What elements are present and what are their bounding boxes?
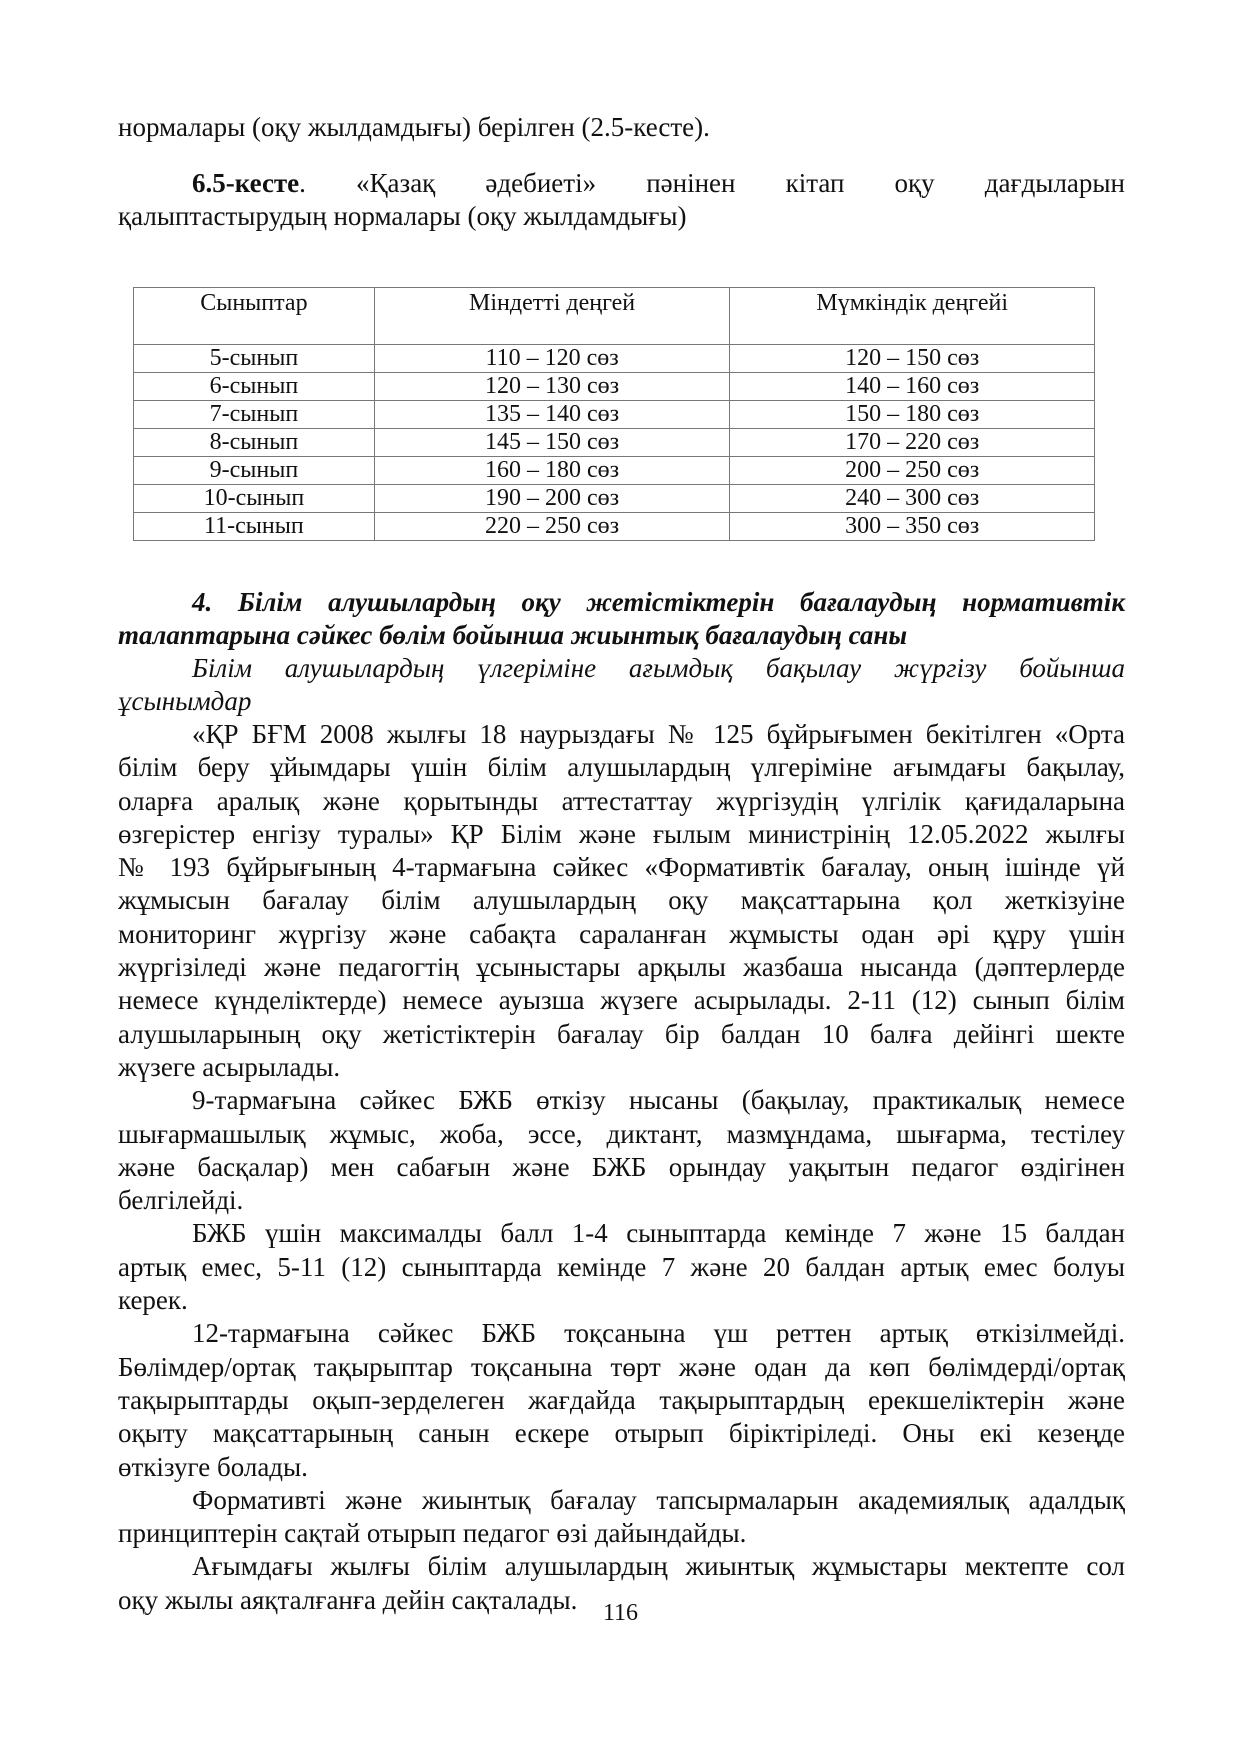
header-required-level: Міндетті деңгей (374, 288, 730, 345)
cell-grade: 6-сынып (134, 373, 375, 401)
table-row (134, 373, 1095, 401)
header-possible-level: Мүмкіндік деңгейі (730, 288, 1095, 345)
cell-required: 190 – 200 сөз (374, 485, 730, 513)
header-grades: Сыныптар (134, 288, 375, 345)
paragraph-line: өткізуге болады. (118, 1452, 308, 1482)
cell-grade: 7-сынып (134, 401, 375, 429)
paragraph-line: жүргізіледі және педагогтің ұсыныстары арқылы жазбаша нысанда (дәптерлерде (118, 952, 1125, 982)
paragraph-line: № 193 бұйрығының 4-тармағына сәйкес «Формативтік бағалау, оның ішінде үй (118, 852, 1125, 882)
intro-line: нормалары (оқу жылдамдығы) берілген (2.5-кесте). (118, 112, 710, 142)
table-row (134, 513, 1095, 541)
cell-possible: 240 – 300 сөз (730, 485, 1095, 513)
paragraph-line: «ҚР БҒМ 2008 жылғы 18 наурыздағы № 125 бұйрығымен бекітілген «Орта (192, 719, 1125, 749)
cell-required: 110 – 120 сөз (374, 345, 730, 373)
paragraph-line: артық емес, 5-11 (12) сыныптарда кемінде 7 және 20 балдан артық емес болуы (118, 1252, 1125, 1282)
paragraph-line: 9-тармағына сәйкес БЖБ өткізу нысаны (бақылау, практикалық немесе (192, 1085, 1125, 1115)
paragraph-line: өзгерістер енгізу туралы» ҚР Білім және ғылым министрінің 12.05.2022 жылғы (118, 819, 1125, 849)
paragraph-line: алушыларының оқу жетістіктерін бағалау бір балдан 10 балға дейінгі шекте (118, 1019, 1125, 1049)
cell-required: 135 – 140 сөз (374, 401, 730, 429)
reading-norms-table (133, 287, 1095, 541)
cell-grade: 9-сынып (134, 457, 375, 485)
table-caption-label: 6.5-кесте (192, 168, 300, 198)
table-row (134, 485, 1095, 513)
paragraph-line: Бөлімдер/ортақ тақырыптар тоқсанына төрт және одан да көп бөлімдерді/ортақ (118, 1352, 1125, 1382)
cell-possible: 300 – 350 сөз (730, 513, 1095, 541)
table-header-row (134, 288, 1095, 345)
cell-possible: 140 – 160 сөз (730, 373, 1095, 401)
paragraph-line: білім беру ұйымдары үшін білім алушылардың үлгеріміне ағымдағы бақылау, (118, 752, 1125, 782)
paragraph-line: шығармашылық жұмыс, жоба, эссе, диктант, мазмұндама, шығарма, тестілеу (118, 1119, 1125, 1149)
cell-required: 120 – 130 сөз (374, 373, 730, 401)
paragraph-line: және басқалар) мен сабағын және БЖБ орындау уақытын педагог өздігінен (118, 1152, 1125, 1182)
cell-grade: 8-сынып (134, 429, 375, 457)
table-caption-text: . «Қазақ әдебиеті» пәнінен кітап оқу дағдыларын (299, 168, 1125, 198)
table-row (134, 457, 1095, 485)
cell-required: 160 – 180 сөз (374, 457, 730, 485)
cell-grade: 11-сынып (134, 513, 375, 541)
cell-possible: 200 – 250 сөз (730, 457, 1095, 485)
cell-possible: 120 – 150 сөз (730, 345, 1095, 373)
cell-possible: 170 – 220 сөз (730, 429, 1095, 457)
paragraph-line: 12-тармағына сәйкес БЖБ тоқсанына үш реттен артық өткізілмейді. (192, 1318, 1125, 1348)
paragraph-line: оларға аралық және қорытынды аттестаттау жүргізудің үлгілік қағидаларына (118, 786, 1125, 816)
paragraph-line: тақырыптарды оқып-зерделеген жағдайда тақырыптардың ерекшеліктерін және (118, 1385, 1125, 1415)
paragraph-line: жүзеге асырылады. (118, 1052, 341, 1082)
table-caption-line-1 (118, 166, 1125, 200)
section-heading-line-2: талаптарына сәйкес бөлім бойынша жиынтық бағалаудың саны (118, 620, 908, 650)
table-caption-line-2: қалыптастырудың нормалары (оқу жылдамдығы) (118, 201, 687, 231)
paragraph-line: БЖБ үшін максималды балл 1-4 сыныптарда кемінде 7 және 15 балдан (192, 1218, 1125, 1248)
table-row (134, 429, 1095, 457)
subheading-line-2: ұсынымдар (118, 686, 252, 716)
cell-possible: 150 – 180 сөз (730, 401, 1095, 429)
paragraph-line: Формативті және жиынтық бағалау тапсырмаларын академиялық адалдық (192, 1485, 1125, 1515)
paragraph-line: жұмысын бағалау білім алушылардың оқу мақсаттарына қол жеткізуіне (118, 885, 1125, 915)
cell-grade: 10-сынып (134, 485, 375, 513)
cell-required: 145 – 150 сөз (374, 429, 730, 457)
cell-grade: 5-сынып (134, 345, 375, 373)
paragraph-line: принциптерін сақтай отырып педагог өзі дайындайды. (118, 1518, 747, 1548)
paragraph-line: оқыту мақсаттарының санын ескере отырып біріктіріледі. Оны екі кезеңде (118, 1418, 1125, 1448)
paragraph-line: немесе күнделіктерде) немесе ауызша жүзеге асырылады. 2-11 (12) сынып білім (118, 985, 1125, 1015)
section-heading-line-1: 4. Білім алушылардың оқу жетістіктерін бағалаудың нормативтік (192, 587, 1125, 617)
paragraph-line: керек. (118, 1285, 188, 1315)
cell-required: 220 – 250 сөз (374, 513, 730, 541)
table-row (134, 345, 1095, 373)
page-number: 116 (602, 1600, 639, 1626)
paragraph-line: мониторинг жүргізу және сабақта сараланған жұмысты одан әрі құру үшін (118, 919, 1125, 949)
table-row (134, 401, 1095, 429)
paragraph-line: оқу жылы аяқталғанға дейін сақталады. (118, 1585, 578, 1615)
subheading-line-1: Білім алушылардың үлгеріміне ағымдық бақылау жүргізу бойынша (192, 653, 1125, 683)
paragraph-line: Ағымдағы жылғы білім алушылардың жиынтық жұмыстары мектепте сол (192, 1551, 1125, 1581)
paragraph-line: белгілейді. (118, 1185, 244, 1215)
